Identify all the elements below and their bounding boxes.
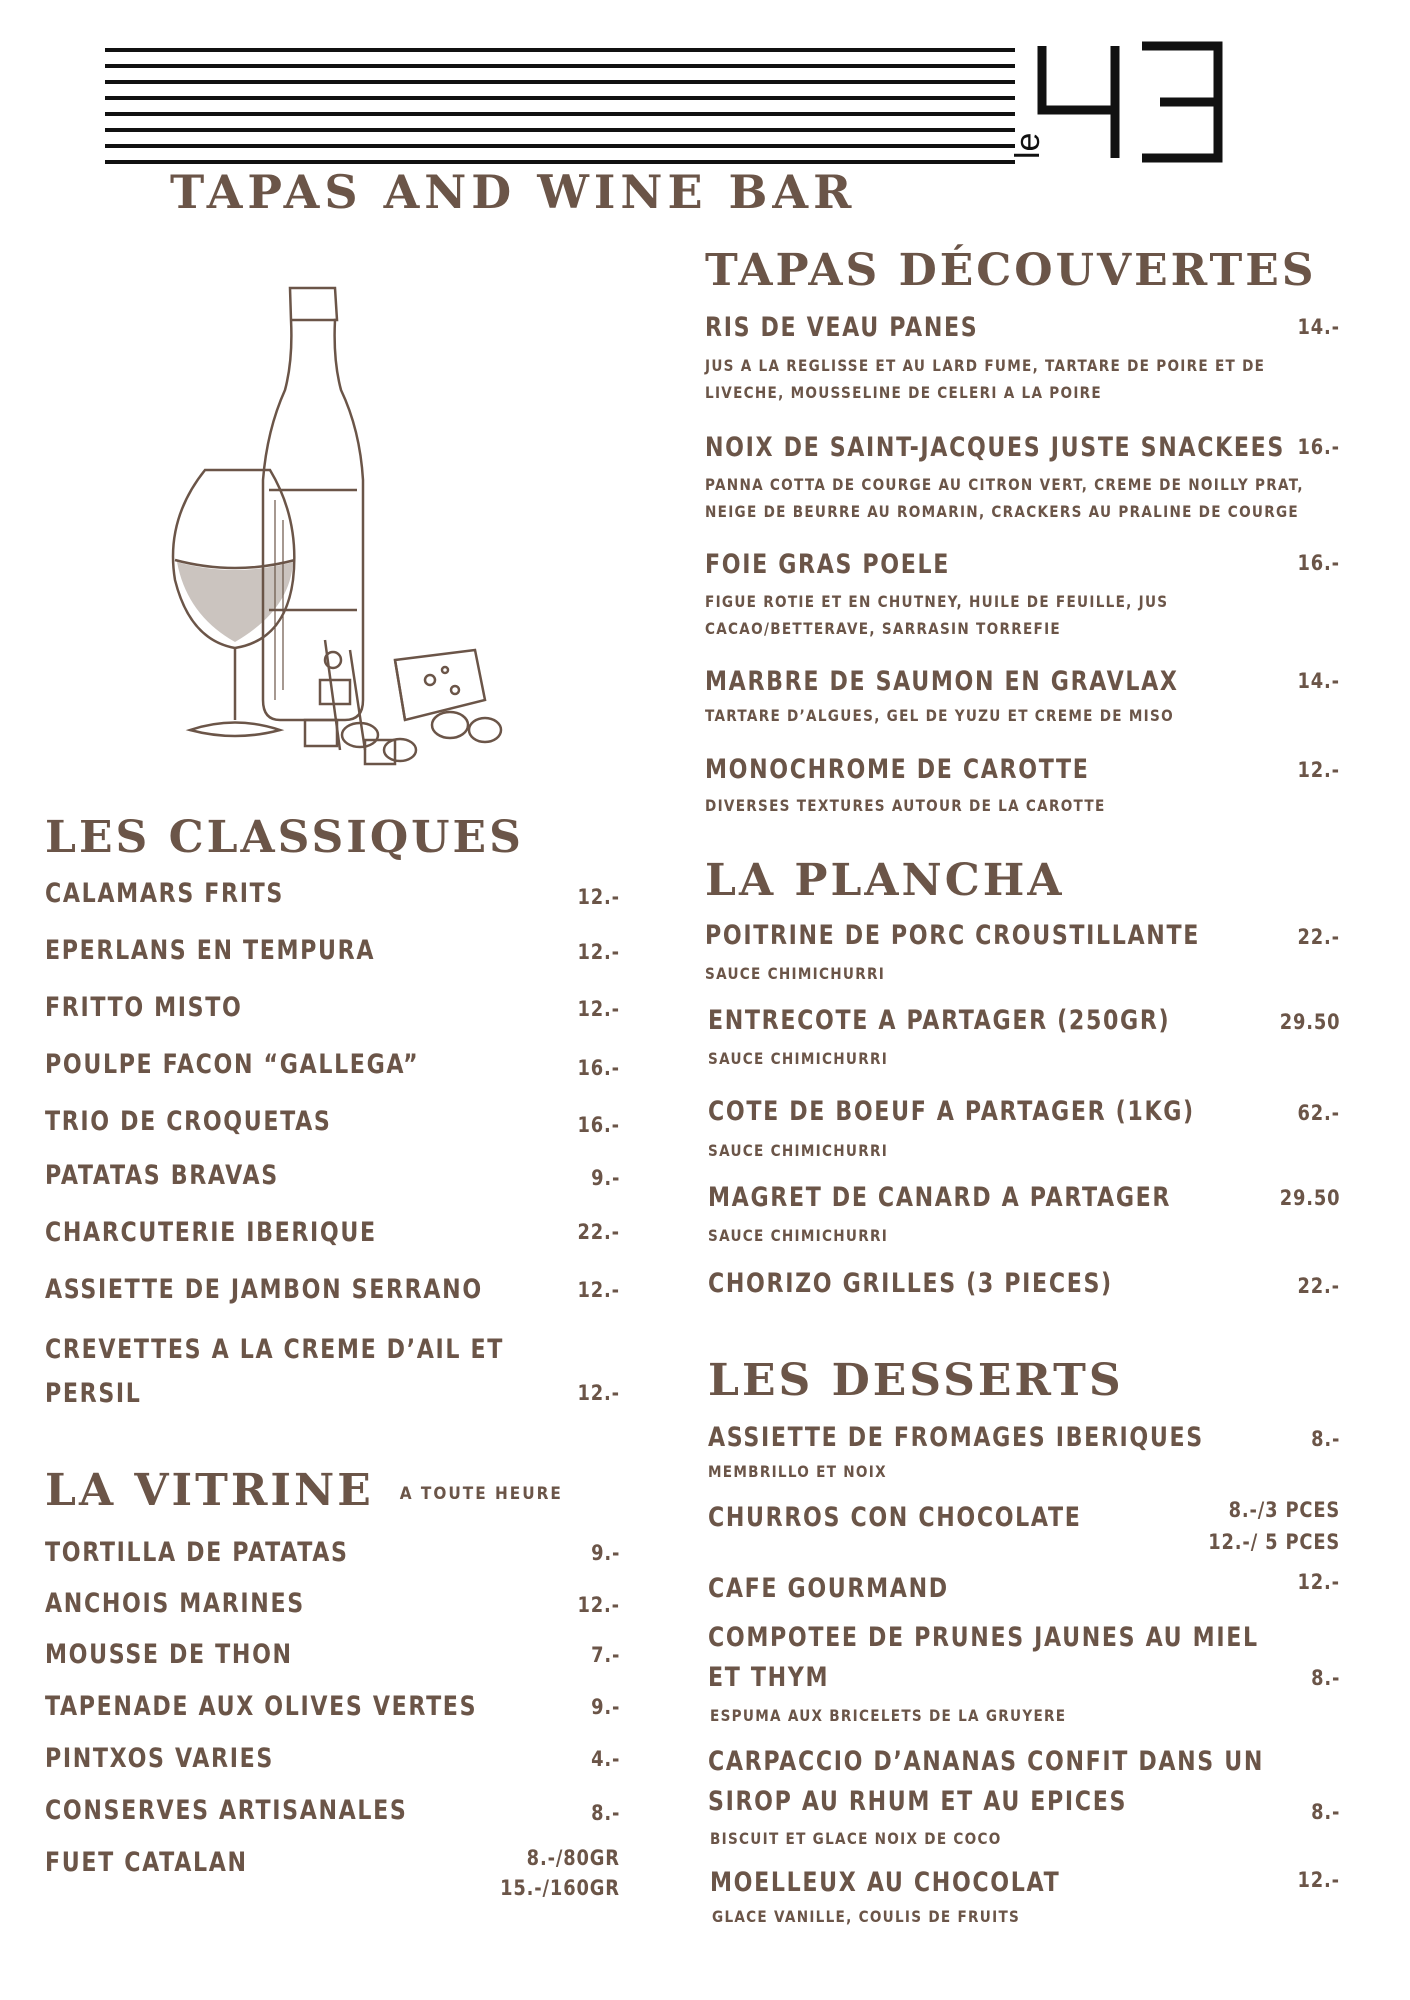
logo-prefix: le xyxy=(1009,132,1047,159)
menu-item-price: 12.- xyxy=(1297,758,1340,782)
menu-item-name: POULPE FACON “GALLEGA” xyxy=(45,1049,420,1080)
menu-item-price: 12.- xyxy=(577,1278,620,1302)
menu-item-price: 7.- xyxy=(590,1643,620,1667)
menu-item-name: CAFE GOURMAND xyxy=(708,1573,949,1604)
menu-item-price: 16.- xyxy=(577,1113,620,1137)
menu-item-name: CONSERVES ARTISANALES xyxy=(45,1795,408,1826)
menu-item-description: ESPUMA AUX BRICELETS DE LA GRUYERE xyxy=(710,1706,1067,1725)
menu-item-description: SAUCE CHIMICHURRI xyxy=(708,1141,889,1160)
menu-item-description: PANNA COTTA DE COURGE AU CITRON VERT, CREME DE NOILLY PRAT, NEIGE DE BEURRE AU ROMARIN, CRACKERS AU PRALINE DE COURGE xyxy=(705,475,1304,522)
menu-item-name: POITRINE DE PORC CROUSTILLANTE xyxy=(705,920,1200,951)
menu-item-price: 9.- xyxy=(590,1541,620,1565)
menu-item-price: 22.- xyxy=(577,1220,620,1244)
menu-item-price: 9.- xyxy=(590,1695,620,1719)
menu-item-description: TARTARE D’ALGUES, GEL DE YUZU ET CREME DE MISO xyxy=(705,706,1174,725)
menu-item-price: 29.50 xyxy=(1279,1186,1340,1210)
menu-item-price: 14.- xyxy=(1297,315,1340,339)
menu-item-name: NOIX DE SAINT-JACQUES JUSTE SNACKEES xyxy=(705,432,1286,463)
menu-item-description: GLACE VANILLE, COULIS DE FRUITS xyxy=(712,1907,1021,1926)
menu-item-price: 12.- xyxy=(1297,1570,1340,1594)
menu-item-description: DIVERSES TEXTURES AUTOUR DE LA CAROTTE xyxy=(705,796,1106,815)
menu-item-name: FRITTO MISTO xyxy=(45,992,243,1023)
menu-item-price: 22.- xyxy=(1297,1274,1340,1298)
menu-item-name: ASSIETTE DE FROMAGES IBERIQUES xyxy=(708,1422,1204,1453)
menu-item-name: EPERLANS EN TEMPURA xyxy=(45,935,376,966)
menu-item-price: 12.- xyxy=(1297,1868,1340,1892)
menu-item-name: TAPENADE AUX OLIVES VERTES xyxy=(45,1691,478,1722)
menu-item-name: COMPOTEE DE PRUNES JAUNES AU MIEL ET THYM xyxy=(708,1622,1259,1693)
menu-item-name: MOUSSE DE THON xyxy=(45,1639,293,1670)
menu-item-description: SAUCE CHIMICHURRI xyxy=(705,964,886,983)
menu-item-price: 16.- xyxy=(577,1056,620,1080)
menu-item-description: FIGUE ROTIE ET EN CHUTNEY, HUILE DE FEUILLE, JUS CACAO/BETTERAVE, SARRASIN TORREFIE xyxy=(705,592,1169,639)
menu-item-name: TORTILLA DE PATATAS xyxy=(45,1537,349,1568)
menu-item-price: 16.- xyxy=(1297,551,1340,575)
menu-item-name: CARPACCIO D’ANANAS CONFIT DANS UN SIROP AU RHUM ET AU EPICES xyxy=(708,1746,1265,1817)
menu-item-price: 8.-/3 PCES 12.-/ 5 PCES xyxy=(1208,1498,1340,1554)
menu-item-name: CHARCUTERIE IBERIQUE xyxy=(45,1217,377,1248)
menu-item-description: MEMBRILLO ET NOIX xyxy=(708,1462,887,1481)
menu-item-price: 4.- xyxy=(590,1747,620,1771)
section-title-plancha: LA PLANCHA xyxy=(705,855,1065,906)
logo xyxy=(1009,40,1250,165)
menu-item-price: 62.- xyxy=(1297,1101,1340,1125)
menu-item-name: MAGRET DE CANARD A PARTAGER xyxy=(708,1182,1172,1213)
menu-item-description: JUS A LA REGLISSE ET AU LARD FUME, TARTARE DE POIRE ET DE LIVECHE, MOUSSELINE DE CELERI A LA POIRE xyxy=(705,356,1266,403)
menu-item-price: 8.- xyxy=(1310,1800,1340,1824)
menu-item-price: 8.-/80GR 15.-/160GR xyxy=(500,1846,620,1900)
menu-item-name: CHORIZO GRILLES (3 PIECES) xyxy=(708,1268,1113,1299)
menu-item-price: 8.- xyxy=(590,1801,620,1825)
menu-item-price: 9.- xyxy=(590,1166,620,1190)
menu-item-price: 22.- xyxy=(1297,925,1340,949)
menu-item-description: SAUCE CHIMICHURRI xyxy=(708,1226,889,1245)
menu-item-price: 12.- xyxy=(577,1381,620,1405)
section-title-decouvertes: TAPAS DÉCOUVERTES xyxy=(705,245,1317,296)
menu-item-name: FOIE GRAS POELE xyxy=(705,549,951,580)
menu-item-name: MOELLEUX AU CHOCOLAT xyxy=(710,1867,1061,1898)
menu-item-name: TRIO DE CROQUETAS xyxy=(45,1106,332,1137)
menu-item-price: 12.- xyxy=(577,1593,620,1617)
menu-item-name: FUET CATALAN xyxy=(45,1847,248,1878)
section-title-desserts: LES DESSERTS xyxy=(708,1355,1124,1406)
section-title-vitrine-text: LA VITRINE xyxy=(45,1465,374,1516)
section-title-vitrine xyxy=(45,1465,563,1516)
menu-item-price: 8.- xyxy=(1310,1427,1340,1451)
menu-item-price: 29.50 xyxy=(1279,1010,1340,1034)
menu-item-name: MARBRE DE SAUMON EN GRAVLAX xyxy=(705,666,1179,697)
bar-subtitle: TAPAS AND WINE BAR xyxy=(170,165,857,219)
menu-item-name: RIS DE VEAU PANES xyxy=(705,312,979,343)
menu-item-price: 12.- xyxy=(577,940,620,964)
menu-item-name: ENTRECOTE A PARTAGER (250GR) xyxy=(708,1005,1171,1036)
menu-item-price: 16.- xyxy=(1297,435,1340,459)
menu-item-name: CALAMARS FRITS xyxy=(45,878,284,909)
menu-item-price: 14.- xyxy=(1297,669,1340,693)
section-title-classiques: LES CLASSIQUES xyxy=(45,812,524,863)
menu-item-name: CREVETTES A LA CREME D’AIL ET PERSIL xyxy=(45,1334,505,1409)
menu-item-price: 8.- xyxy=(1310,1666,1340,1690)
menu-item-name: MONOCHROME DE CAROTTE xyxy=(705,754,1090,785)
menu-item-name: COTE DE BOEUF A PARTAGER (1KG) xyxy=(708,1096,1195,1127)
menu-item-price: 12.- xyxy=(577,885,620,909)
menu-item-name: ASSIETTE DE JAMBON SERRANO xyxy=(45,1274,483,1305)
menu-item-name: CHURROS CON CHOCOLATE xyxy=(708,1502,1082,1533)
menu-item-name: PINTXOS VARIES xyxy=(45,1743,274,1774)
wine-bottle-glass-cheese-illustration xyxy=(155,280,555,780)
menu-item-name: ANCHOIS MARINES xyxy=(45,1588,305,1619)
menu-item-price: 12.- xyxy=(577,997,620,1021)
menu-item-description: SAUCE CHIMICHURRI xyxy=(708,1049,889,1068)
menu-item-name: PATATAS BRAVAS xyxy=(45,1160,279,1191)
vitrine-note: A TOUTE HEURE xyxy=(399,1483,563,1504)
menu-item-description: BISCUIT ET GLACE NOIX DE COCO xyxy=(710,1829,1002,1848)
